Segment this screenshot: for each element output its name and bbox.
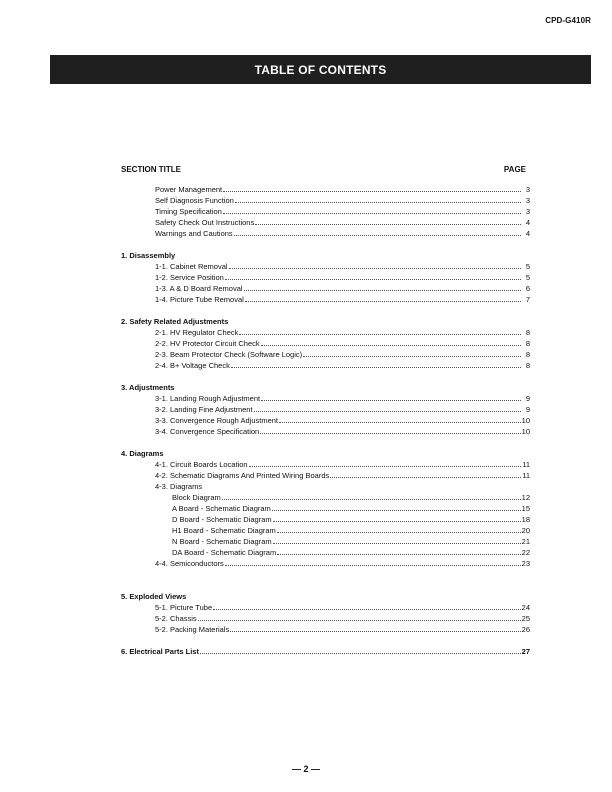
toc-entry[interactable]: [172, 503, 530, 514]
toc-entry[interactable]: [155, 283, 530, 294]
toc-entry[interactable]: [172, 525, 530, 536]
entry-title: 1-4. Picture Tube Removal: [155, 295, 244, 304]
entry-page: 15: [521, 504, 530, 513]
entry-title: 5-2. Packing Materials: [155, 625, 230, 634]
toc-entry[interactable]: [155, 327, 530, 338]
entry-page: 3: [525, 207, 530, 216]
entry-page: 23: [521, 559, 530, 568]
toc-entry[interactable]: [155, 360, 530, 371]
entry-title: D Board - Schematic Diagram: [172, 515, 272, 524]
entry-title: H1 Board - Schematic Diagram: [172, 526, 276, 535]
entry-title: 4-1. Circuit Boards Location: [155, 460, 248, 469]
toc-entry[interactable]: [155, 206, 530, 217]
toc-entry[interactable]: [155, 415, 530, 426]
toc-entry[interactable]: [172, 514, 530, 525]
leader-dots: [229, 261, 521, 269]
leader-dots: [254, 404, 521, 412]
section-heading: 1. Disassembly: [121, 251, 176, 260]
leader-dots: [261, 393, 521, 401]
leader-dots: [279, 415, 521, 423]
toc-entry[interactable]: [155, 338, 530, 349]
section-heading: 2. Safety Related Adjustments: [121, 317, 229, 326]
entry-page: 22: [521, 548, 530, 557]
entry-page: 5: [525, 273, 530, 282]
entry-page: 7: [525, 295, 530, 304]
entry-page: 25: [521, 614, 530, 623]
entry-title: 6. Electrical Parts List: [121, 647, 199, 656]
entry-title: 5-2. Chassis: [155, 614, 197, 623]
entry-title: Safety Check Out Instructions: [155, 218, 255, 227]
banner-title: TABLE OF CONTENTS: [254, 62, 387, 77]
entry-page: 9: [525, 405, 530, 414]
leader-dots: [223, 206, 521, 214]
entry-title: 2-4. B+ Voltage Check: [155, 361, 230, 370]
entry-page: 3: [525, 185, 530, 194]
leader-dots: [200, 646, 521, 654]
entry-page: 9: [525, 394, 530, 403]
entry-page: 6: [525, 284, 530, 293]
toc-entry[interactable]: [155, 294, 530, 305]
entry-title: 2-1. HV Regulator Check: [155, 328, 239, 337]
leader-dots: [245, 294, 521, 302]
toc-subheading[interactable]: [155, 481, 530, 492]
entry-title: 4-4. Semiconductors: [155, 559, 224, 568]
toc-entry[interactable]: [155, 195, 530, 206]
entry-title: Self Diagnosis Function: [155, 196, 234, 205]
leader-dots: [273, 536, 521, 544]
toc-entry[interactable]: [155, 261, 530, 272]
entry-page: 8: [525, 361, 530, 370]
entry-page: 10: [521, 427, 530, 436]
toc-banner: [50, 55, 591, 84]
leader-dots: [231, 360, 521, 368]
entry-page: 18: [521, 515, 530, 524]
entry-title: 4-2. Schematic Diagrams And Printed Wiring Boards: [155, 471, 330, 480]
entry-page: 20: [521, 526, 530, 535]
leader-dots: [225, 558, 521, 566]
leader-dots: [303, 349, 521, 357]
toc-entry[interactable]: [172, 536, 530, 547]
leader-dots: [255, 217, 521, 225]
toc-entry[interactable]: [155, 217, 530, 228]
entry-page: 3: [525, 196, 530, 205]
entry-title: 5-1. Picture Tube: [155, 603, 213, 612]
toc-entry[interactable]: [155, 470, 530, 481]
entry-page: 4: [525, 229, 530, 238]
entry-page: 11: [522, 460, 530, 469]
entry-page: 11: [522, 471, 530, 480]
toc-entry[interactable]: [155, 613, 530, 624]
leader-dots: [225, 272, 521, 280]
entry-title: 2-2. HV Protector Circuit Check: [155, 339, 260, 348]
leader-dots: [277, 525, 521, 533]
entry-title: DA Board - Schematic Diagram: [172, 548, 277, 557]
entry-title: 4-3. Diagrams: [155, 482, 203, 491]
page-number: — 2 —: [291, 764, 320, 774]
entry-page: 12: [521, 493, 530, 502]
entry-page: 4: [525, 218, 530, 227]
toc-entry[interactable]: [155, 602, 530, 613]
toc-entry[interactable]: [155, 459, 530, 470]
entry-page: 10: [521, 416, 530, 425]
section-title-header: SECTION TITLE: [121, 165, 181, 174]
toc-entry[interactable]: [155, 228, 530, 239]
entry-title: 1-1. Cabinet Removal: [155, 262, 228, 271]
entry-page: 21: [521, 537, 530, 546]
toc-list: [0, 184, 612, 657]
entry-title: 3-2. Landing Fine Adjustment: [155, 405, 253, 414]
section-heading: 5. Exploded Views: [121, 592, 187, 601]
entry-page: 24: [521, 603, 530, 612]
toc-entry[interactable]: [155, 393, 530, 404]
leader-dots: [260, 426, 520, 434]
entry-page: 8: [525, 350, 530, 359]
leader-dots: [213, 602, 521, 610]
leader-dots: [330, 470, 521, 478]
leader-dots: [230, 624, 520, 632]
toc-entry[interactable]: [155, 426, 530, 437]
entry-title: 3-3. Convergence Rough Adjustment: [155, 416, 278, 425]
entry-title: 3-4. Convergence Specification: [155, 427, 260, 436]
entry-title: Timing Specification: [155, 207, 222, 216]
leader-dots: [239, 327, 521, 335]
toc-entry-electrical-parts[interactable]: [121, 646, 530, 657]
toc-entry[interactable]: [155, 349, 530, 360]
leader-dots: [272, 503, 521, 511]
entry-page: 27: [521, 647, 530, 656]
entry-page: 26: [521, 625, 530, 634]
entry-title: N Board - Schematic Diagram: [172, 537, 272, 546]
toc-entry[interactable]: [155, 404, 530, 415]
entry-page: 8: [525, 339, 530, 348]
section-heading: 3. Adjustments: [121, 383, 175, 392]
leader-dots: [198, 613, 521, 621]
section-heading: 4. Diagrams: [121, 449, 164, 458]
page-header: PAGE: [503, 165, 526, 174]
toc-entry[interactable]: [155, 272, 530, 283]
entry-title: A Board - Schematic Diagram: [172, 504, 271, 513]
entry-page: 8: [525, 328, 530, 337]
entry-title: Warnings and Cautions: [155, 229, 233, 238]
leader-dots: [234, 228, 521, 236]
entry-title: 2-3. Beam Protector Check (Software Logic): [155, 350, 303, 359]
toc-entry[interactable]: [172, 547, 530, 558]
leader-dots: [223, 184, 521, 192]
toc-entry[interactable]: [155, 624, 530, 635]
leader-dots: [222, 492, 521, 500]
leader-dots: [261, 338, 521, 346]
leader-dots: [249, 459, 521, 467]
model-number: CPD-G410R: [545, 16, 591, 25]
toc-entry[interactable]: [155, 184, 530, 195]
leader-dots: [273, 514, 521, 522]
entry-title: 3-1. Landing Rough Adjustment: [155, 394, 261, 403]
entry-title: Block Diagram: [172, 493, 221, 502]
entry-title: Power Management: [155, 185, 223, 194]
leader-dots: [235, 195, 521, 203]
entry-title: 1-3. A & D Board Removal: [155, 284, 243, 293]
toc-entry[interactable]: [155, 558, 530, 569]
entry-page: 5: [525, 262, 530, 271]
leader-dots: [244, 283, 521, 291]
leader-dots: [277, 547, 520, 555]
entry-title: 1-2. Service Position: [155, 273, 224, 282]
toc-entry[interactable]: [172, 492, 530, 503]
